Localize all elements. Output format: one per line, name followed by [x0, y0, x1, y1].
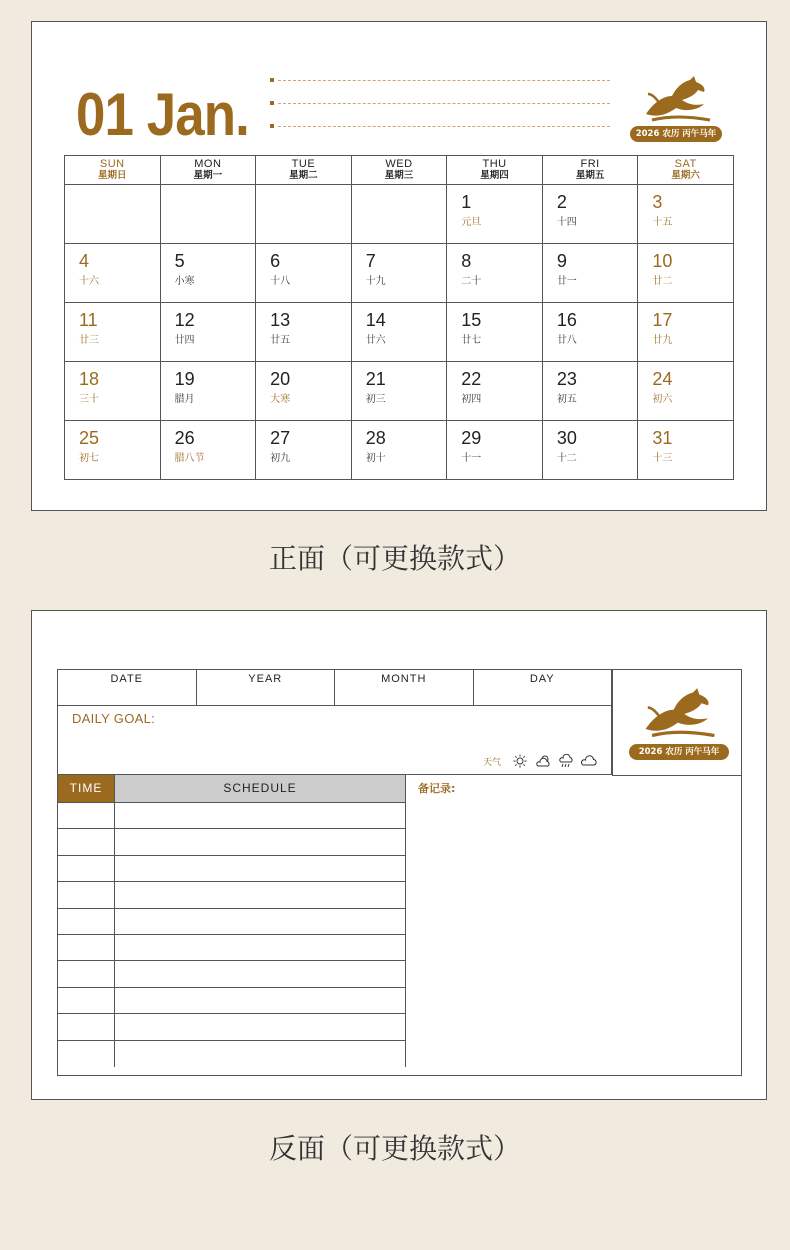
lunar-date: 元旦 — [461, 217, 482, 228]
logo-box — [612, 670, 742, 776]
calendar-day-cell[interactable] — [65, 362, 161, 421]
day-number: 18 — [79, 369, 100, 389]
calendar-day-cell[interactable] — [160, 303, 256, 362]
note-line — [270, 101, 610, 124]
lunar-date: 大寒 — [270, 394, 291, 405]
note-line — [270, 78, 610, 101]
time-cell[interactable] — [58, 988, 115, 1013]
schedule-cell[interactable] — [115, 882, 405, 907]
lunar-date: 十一 — [461, 453, 482, 464]
lunar-date: 二十 — [461, 276, 482, 287]
weekday-en: SUN — [99, 158, 125, 170]
weekday-header-thu — [447, 156, 543, 185]
day-number: 27 — [270, 428, 291, 448]
calendar-empty-cell — [351, 185, 447, 244]
calendar-day-cell[interactable] — [447, 303, 543, 362]
day-number: 17 — [652, 310, 673, 330]
calendar-day-cell[interactable] — [447, 362, 543, 421]
daily-goal-area[interactable] — [58, 705, 612, 775]
calendar-day-cell[interactable] — [256, 303, 352, 362]
day-number: 5 — [174, 251, 185, 271]
calendar-day-cell[interactable] — [447, 244, 543, 303]
planner-back-card — [31, 610, 767, 1100]
calendar-day-cell[interactable] — [542, 244, 638, 303]
lunar-date: 十六 — [79, 276, 99, 287]
partly-cloudy-icon[interactable] — [535, 754, 551, 768]
calendar-day-cell[interactable] — [256, 421, 352, 480]
schedule-cell[interactable] — [115, 803, 405, 828]
day-number: 3 — [652, 192, 663, 212]
day-number: 31 — [652, 428, 673, 448]
schedule-row — [58, 909, 405, 935]
weekday-en: MON — [194, 158, 222, 170]
lunar-date: 廿五 — [270, 335, 291, 346]
lunar-date: 初九 — [270, 453, 291, 464]
schedule-table — [58, 775, 406, 1067]
lunar-date: 廿二 — [652, 276, 673, 287]
day-number: 10 — [652, 251, 673, 271]
calendar-day-cell[interactable] — [638, 244, 734, 303]
calendar-day-cell[interactable] — [542, 421, 638, 480]
day-number: 12 — [174, 310, 195, 330]
weekday-header-sun — [65, 156, 161, 185]
lunar-date: 十八 — [270, 276, 291, 287]
weekday-en: TUE — [291, 158, 316, 170]
lunar-date: 腊八节 — [174, 453, 205, 464]
day-number: 22 — [461, 369, 482, 389]
lunar-date: 十五 — [652, 217, 673, 228]
rain-icon[interactable] — [558, 754, 574, 768]
calendar-front-card — [31, 21, 767, 511]
day-number: 7 — [365, 251, 376, 271]
calendar-week-row — [65, 421, 734, 480]
calendar-day-cell[interactable] — [351, 303, 447, 362]
schedule-rows — [58, 803, 405, 1067]
front-caption: 正面（可更换款式） — [268, 542, 521, 575]
weekday-en: THU — [482, 158, 507, 170]
lunar-date: 初五 — [556, 394, 577, 405]
calendar-day-cell[interactable] — [638, 362, 734, 421]
schedule-cell[interactable] — [115, 1041, 405, 1067]
time-cell[interactable] — [58, 856, 115, 881]
schedule-cell[interactable] — [115, 1014, 405, 1039]
month-title: 01 Jan. — [76, 81, 249, 148]
schedule-row — [58, 856, 405, 882]
day-number: 28 — [365, 428, 386, 448]
sun-icon[interactable] — [512, 754, 528, 768]
weekday-en: FRI — [580, 158, 600, 170]
weekday-cn: 星期日 — [98, 170, 127, 181]
time-cell[interactable] — [58, 961, 115, 986]
lunar-date: 廿八 — [556, 335, 577, 346]
time-cell[interactable] — [58, 909, 115, 934]
day-number: 14 — [365, 310, 386, 330]
header-month[interactable]: MONTH — [335, 670, 474, 705]
lunar-date: 廿四 — [174, 335, 195, 346]
calendar-day-cell[interactable] — [65, 244, 161, 303]
day-number: 16 — [556, 310, 577, 330]
lunar-date: 初三 — [365, 394, 386, 405]
day-number: 19 — [174, 369, 195, 389]
schedule-row — [58, 882, 405, 908]
note-line — [270, 124, 610, 147]
day-number: 15 — [461, 310, 482, 330]
schedule-cell[interactable] — [115, 909, 405, 934]
calendar-day-cell[interactable] — [542, 185, 638, 244]
schedule-header-label: SCHEDULE — [115, 775, 405, 802]
day-number: 4 — [79, 251, 90, 271]
day-number: 30 — [556, 428, 577, 448]
weekday-header-fri — [542, 156, 638, 185]
calendar-day-cell[interactable] — [447, 185, 543, 244]
schedule-cell[interactable] — [115, 935, 405, 960]
weekday-header-wed — [351, 156, 447, 185]
day-number: 20 — [270, 369, 291, 389]
calendar-day-cell[interactable] — [447, 421, 543, 480]
logo-text: 2026 农历 丙午马年 — [630, 126, 722, 142]
calendar-empty-cell — [160, 185, 256, 244]
lunar-date: 小寒 — [174, 276, 195, 287]
day-number: 21 — [365, 369, 386, 389]
weekday-cn: 星期四 — [480, 170, 509, 181]
lunar-date: 初十 — [365, 453, 386, 464]
lunar-date: 廿一 — [556, 276, 577, 287]
horse-logo — [630, 74, 722, 142]
time-cell[interactable] — [58, 829, 115, 854]
schedule-row — [58, 961, 405, 987]
day-number: 11 — [79, 310, 98, 330]
calendar-empty-cell — [256, 185, 352, 244]
calendar-day-cell[interactable] — [638, 185, 734, 244]
schedule-row — [58, 1014, 405, 1040]
day-number: 9 — [556, 251, 567, 271]
weekday-cn: 星期一 — [193, 170, 223, 181]
weekday-en: SAT — [674, 158, 697, 170]
horse-icon — [638, 74, 718, 126]
calendar-week-row — [65, 185, 734, 244]
time-cell[interactable] — [58, 935, 115, 960]
day-number: 25 — [79, 428, 100, 448]
header-date[interactable]: DATE — [58, 670, 197, 705]
weekday-cn: 星期三 — [384, 170, 414, 181]
back-caption: 反面（可更换款式） — [268, 1132, 521, 1165]
planner-grid — [57, 669, 742, 1076]
header-day[interactable]: DAY — [474, 670, 613, 705]
lunar-date: 十四 — [556, 217, 577, 228]
day-number: 29 — [461, 428, 482, 448]
day-number: 26 — [174, 428, 195, 448]
schedule-row — [58, 988, 405, 1014]
horse-logo — [629, 686, 729, 760]
schedule-header — [58, 775, 405, 803]
calendar-day-cell[interactable] — [638, 303, 734, 362]
lunar-date: 廿七 — [461, 335, 482, 346]
calendar-day-cell[interactable] — [65, 421, 161, 480]
day-number: 1 — [461, 192, 472, 212]
day-number: 6 — [270, 251, 281, 271]
cloud-icon[interactable] — [581, 754, 597, 768]
calendar-day-cell[interactable] — [160, 244, 256, 303]
calendar-day-cell[interactable] — [160, 421, 256, 480]
memo-label: 备记录: — [418, 782, 456, 795]
calendar-day-cell[interactable] — [160, 362, 256, 421]
schedule-row — [58, 803, 405, 829]
schedule-cell[interactable] — [115, 988, 405, 1013]
lunar-date: 初七 — [79, 453, 99, 464]
calendar-day-cell[interactable] — [351, 421, 447, 480]
day-number: 23 — [556, 369, 577, 389]
time-cell[interactable] — [58, 882, 115, 907]
calendar-week-row — [65, 362, 734, 421]
calendar-day-cell[interactable] — [351, 362, 447, 421]
lunar-date: 初六 — [652, 394, 673, 405]
weekday-cn: 星期六 — [671, 170, 700, 181]
weekday-header-mon — [160, 156, 256, 185]
lunar-date: 廿六 — [365, 335, 386, 346]
calendar-day-cell[interactable] — [542, 362, 638, 421]
date-header-row — [58, 670, 612, 706]
calendar-day-cell[interactable] — [256, 362, 352, 421]
lunar-date: 三十 — [79, 394, 99, 405]
lunar-date: 廿三 — [79, 335, 99, 346]
calendar-day-cell[interactable] — [542, 303, 638, 362]
lunar-date: 初四 — [461, 394, 482, 405]
lunar-date: 十九 — [365, 276, 386, 287]
schedule-cell[interactable] — [115, 961, 405, 986]
horse-icon — [637, 686, 723, 742]
time-cell[interactable] — [58, 1041, 115, 1067]
schedule-cell[interactable] — [115, 856, 405, 881]
month-calendar — [64, 155, 734, 480]
day-number: 24 — [652, 369, 673, 389]
calendar-week-row — [65, 303, 734, 362]
schedule-row — [58, 1041, 405, 1067]
weather-label: 天气 — [482, 757, 501, 768]
weekday-en: WED — [385, 158, 413, 170]
weekday-header-sat — [638, 156, 734, 185]
time-cell[interactable] — [58, 1014, 115, 1039]
schedule-cell[interactable] — [115, 829, 405, 854]
weekday-cn: 星期二 — [289, 170, 318, 181]
calendar-day-cell[interactable] — [65, 303, 161, 362]
calendar-day-cell[interactable] — [638, 421, 734, 480]
calendar-day-cell[interactable] — [351, 244, 447, 303]
day-number: 2 — [556, 192, 567, 212]
calendar-empty-cell — [65, 185, 161, 244]
schedule-row — [58, 935, 405, 961]
lunar-date: 腊月 — [174, 394, 195, 405]
lunar-date: 十二 — [556, 453, 577, 464]
lunar-date: 廿九 — [652, 335, 673, 346]
schedule-row — [58, 829, 405, 855]
logo-text: 2026 农历 丙午马年 — [629, 744, 729, 760]
calendar-day-cell[interactable] — [256, 244, 352, 303]
time-cell[interactable] — [58, 803, 115, 828]
lunar-date: 十三 — [652, 453, 673, 464]
daily-goal-label: DAILY GOAL: — [72, 711, 156, 726]
note-lines — [270, 78, 610, 147]
header-year[interactable]: YEAR — [197, 670, 336, 705]
weekday-cn: 星期五 — [575, 170, 605, 181]
weather-row — [483, 754, 597, 768]
weekday-header-tue — [256, 156, 352, 185]
time-header: TIME — [58, 775, 115, 802]
calendar-week-row — [65, 244, 734, 303]
day-number: 8 — [461, 251, 472, 271]
day-number: 13 — [270, 310, 291, 330]
